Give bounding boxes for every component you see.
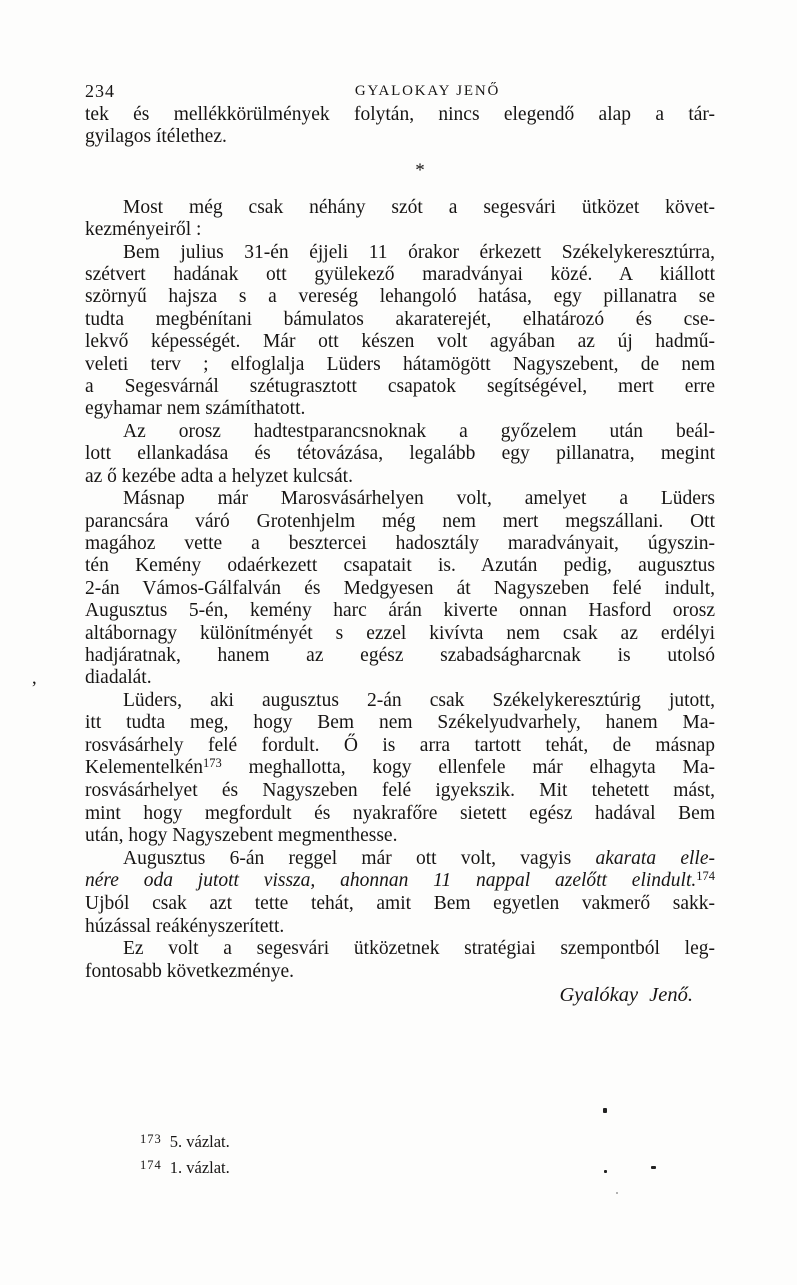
footnote-reference: 173 (203, 755, 222, 770)
author-signature: Gyalókay Jenő. (559, 983, 693, 1006)
running-header: GYALOKAY JENŐ (354, 83, 501, 99)
scan-speck (603, 1108, 607, 1113)
section-separator-asterisk: * (415, 159, 425, 181)
text-line: Most még csak néhány szót a segesvári ütközet követ- (123, 196, 715, 218)
text-line: lott ellankadása és tétovázása, legalább egy pillanatra, megint (85, 443, 715, 465)
text-line: Lüders, aki augusztus 2-án csak Székelykeresztúrig jutott, (123, 689, 715, 711)
scan-speck (616, 1192, 618, 1194)
footnote-reference: 174 (696, 869, 715, 883)
text-line: nére oda jutott vissza, ahonnan 11 nappal azelőtt elindult.$^{174}$ (85, 869, 715, 891)
text-line: egyhamar nem számíthatott. (85, 398, 306, 420)
paragraph (85, 104, 715, 149)
text-line: Másnap már Marosvásárhelyen volt, amelyet a Lüders (123, 488, 715, 510)
text-line: szörnyű hajsza s a vereség lehangoló hatása, egy pillanatra se (85, 286, 715, 308)
footnote-marker: 173 (140, 1132, 162, 1146)
text-line: parancsára váró Grotenhjelm még nem mert megszállani. Ott (85, 510, 715, 532)
text-line: Kelementelkén$^{173}$ meghallotta, kogy ellenfele már elhagyta Ma- (85, 755, 715, 778)
text-line: a Segesvárnál szétugrasztott csapatok segítségével, mert erre (85, 376, 715, 398)
text-line: Az orosz hadtestparancsnoknak a győzelem után beál- (123, 420, 715, 442)
text-line: tudta megbénítani bámulatos akaraterejét, elhatározó és cse- (85, 308, 715, 330)
text-line: diadalát. (85, 667, 152, 689)
text-line: magához vette a besztercei hadosztály maradványait, úgyszin- (85, 532, 715, 554)
page-number: 234 (85, 81, 115, 101)
text-line: mint hogy megfordult és nyakrafőre sietett egész hadával Bem (85, 802, 715, 824)
text-line: kezményeiről : (85, 219, 202, 241)
page-header (85, 80, 715, 104)
footnote (140, 1156, 230, 1182)
text-line: 2-án Vámos-Gálfalván és Medgyesen át Nagyszeben felé indult, (85, 577, 715, 599)
text-line: az ő kezébe adta a helyzet kulcsát. (85, 465, 353, 487)
scan-speck (651, 1166, 656, 1169)
footnote-text: 1. vázlat. (169, 1157, 230, 1177)
text-line: Augusztus 5-én, kemény harc árán kiverte onnan Hasford orosz (85, 600, 715, 622)
text-line: Bem julius 31-én éjjeli 11 órakor érkezett Székelykeresztúrra, (123, 241, 715, 263)
text-line: fontosabb következménye. (85, 960, 295, 982)
text-line: húzással reákényszerített. (85, 915, 285, 937)
text-line: Augusztus 6-án reggel már ott volt, vagyis akarata elle- (123, 847, 715, 869)
footnotes (140, 1130, 230, 1181)
text-line: lekvő képességét. Már ott készen volt agyában az új hadmű- (85, 331, 715, 353)
text-line: veleti terv ; elfoglalja Lüders hátamögött Nagyszebent, de nem (85, 353, 715, 375)
text-line: hadjáratnak, hanem az egész szabadságharcnak is utolsó (85, 644, 715, 666)
footnote-marker: 174 (140, 1157, 162, 1172)
text-line: Ez volt a segesvári ütközetnek stratégiai szempontból leg- (123, 938, 715, 960)
text-line: altábornagy különítményét s ezzel kivívta nem csak az erdélyi (85, 622, 715, 644)
paragraph (85, 242, 715, 421)
paragraph (85, 197, 715, 242)
paragraph (85, 488, 715, 690)
paragraph (85, 848, 715, 939)
paragraph (85, 421, 715, 488)
paragraph (85, 690, 715, 848)
text-line: rosvásárhely felé fordult. Ő is arra tartott tehát, de másnap (85, 734, 715, 756)
text-line: szétvert hadának ott gyülekező maradványai közé. A kiállott (85, 264, 715, 286)
text-line: tén Kemény odaérkezett csapatait is. Azután pedig, augusztus (85, 555, 715, 577)
margin-mark-artifact: ’ (31, 678, 38, 699)
scan-speck (604, 1170, 607, 1173)
text-line: tek és mellékkörülmények folytán, nincs elegendő alap a tár- (85, 104, 715, 125)
text-line: után, hogy Nagyszebent megmenthesse. (85, 825, 398, 847)
text-line: itt tudta meg, hogy Bem nem Székelyudvarhely, hanem Ma- (85, 712, 715, 734)
text-line: rosvásárhelyet és Nagyszeben felé igyekszik. Mit tehetett mást, (85, 780, 715, 802)
body-text (85, 104, 715, 1006)
footnote-text: 5. vázlat. (169, 1132, 230, 1151)
footnote (140, 1130, 230, 1156)
text-line: gyilagos ítélethez. (85, 126, 227, 148)
text-line: Ujból csak azt tette tehát, amit Bem egyetlen vakmerő sakk- (85, 893, 715, 915)
paragraph (85, 938, 715, 983)
